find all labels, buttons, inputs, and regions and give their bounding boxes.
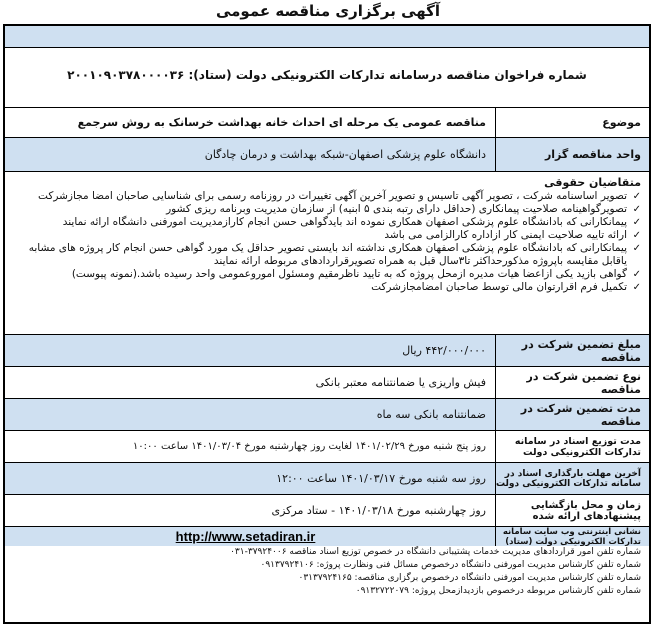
organizer-label: واحد مناقصه گزار <box>495 138 649 171</box>
subject-row <box>5 108 649 138</box>
distribution-label: مدت توزیع اسناد در سامانه تدارکات الکترونیکی دولت <box>495 431 649 462</box>
tender-number: شماره فراخوان مناقصه درسامانه تدارکات الکترونیکی دولت (ستاد): ۲۰۰۱۰۹۰۳۷۸۰۰۰۰۳۶ <box>67 68 587 82</box>
guarantee-type-row <box>5 367 649 399</box>
contact-line: شماره تلفن کارشناس مربوطه درخصوص بازدیدازمحل پروژه: ۰۹۱۳۲۷۲۲۰۷۹ <box>355 586 641 596</box>
contacts-section <box>5 546 649 622</box>
check-icon: ✓ <box>632 230 641 241</box>
opening-value: روز چهارشنبه مورخ ۱۴۰۱/۰۳/۱۸ - ستاد مرکزی <box>271 504 486 517</box>
distribution-row <box>5 431 649 463</box>
top-band <box>5 26 649 48</box>
check-icon: ✓ <box>632 191 641 202</box>
list-item: ✓ پیمانکارانی که بادانشگاه علوم پزشکی اصفهان همکاری نداشته اند بایستی تصویر حداقل یک مورد گواهی حسن انجام کار پروژه های مشابه یاقابل مقایسه باپروژه مذکورحداکثر تا۳سال قبل به همراه تصویرقراردادهای مربوطه ارائه نمایند <box>28 242 641 267</box>
guarantee-duration-row <box>5 399 649 431</box>
list-item: ✓ تصویرگواهینامه صلاحیت پیمانکاری (حداقل دارای رتبه بندی ۵ ابنیه) از سازمان مدیریت وبرنامه ریزی کشور <box>166 203 641 215</box>
list-item: ✓ تکمیل فرم اقرارتوان مالی توسط صاحبان امضامجازشرکت <box>371 281 641 293</box>
check-icon: ✓ <box>632 269 641 280</box>
distribution-value: روز پنج شنبه مورخ ۱۴۰۱/۰۲/۲۹ لغایت روز چهارشنبه مورخ ۱۴۰۱/۰۳/۰۴ ساعت ۱۰:۰۰ <box>132 441 486 452</box>
deadline-row <box>5 463 649 495</box>
guarantee-type-value: فیش واریزی یا ضمانتنامه معتبر بانکی <box>315 376 486 389</box>
list-item: ✓ پیمانکارانی که بادانشگاه علوم پزشکی اصفهان همکاری نموده اند بایدگواهی حسن انجام کارازمدیریت امورفنی دانشگاه ارائه نمایند <box>62 216 641 228</box>
guarantee-amount-row <box>5 335 649 367</box>
guarantee-amount-label: مبلغ تضمین شرکت در مناقصه <box>495 335 649 366</box>
contact-line: شماره تلفن کارشناس مدیریت امورفنی دانشگاه درخصوص مسائل فنی ونظارت پروژه: ۰۹۱۳۷۹۲۴۱۰۶ <box>260 560 641 570</box>
list-item: ✓ گواهی بازید یکی ازاعضا هیات مدیره ازمحل پروژه که به تایید ناظرمقیم ومسئول اموروعمومی واحد رسیده باشد.(نمونه پیوست) <box>71 268 641 280</box>
subject-label: موضوع <box>495 108 649 137</box>
check-icon: ✓ <box>632 243 641 254</box>
tender-table <box>3 24 651 624</box>
subject-value: مناقصه عمومی یک مرحله ای احداث خانه بهداشت خرسانک به روش سرجمع <box>77 116 486 129</box>
tender-number-header <box>5 48 649 108</box>
list-item: ✓ ارائه تاییه صلاحیت ایمنی کار ازاداره کارالزامی می باشد <box>384 229 641 241</box>
applicants-section <box>5 172 649 335</box>
contact-line: شماره تلفن امور قراردادهای مدیریت خدمات پشتیبانی دانشگاه در خصوص توزیع اسناد مناقصه ۳۷۹۲۴۰۰۶-۰۳۱ <box>230 547 641 557</box>
check-icon: ✓ <box>632 204 641 215</box>
guarantee-duration-label: مدت تضمین شرکت در مناقصه <box>495 399 649 430</box>
deadline-value: روز سه شنبه مورخ ۱۴۰۱/۰۳/۱۷ ساعت ۱۲:۰۰ <box>276 472 486 485</box>
guarantee-amount-value: ۴۴۲/۰۰۰/۰۰۰ ریال <box>402 344 486 357</box>
website-row <box>5 527 649 547</box>
opening-row <box>5 495 649 527</box>
organizer-value: دانشگاه علوم پزشکی اصفهان-شبکه بهداشت و درمان چادگان <box>204 148 486 161</box>
website-link[interactable]: http://www.setadiran.ir <box>175 529 316 544</box>
opening-label: زمان و محل بازگشایی پیشنهادهای ارائه شده <box>495 495 649 526</box>
guarantee-type-label: نوع تضمین شرکت در مناقصه <box>495 367 649 398</box>
applicants-heading: متقاضیان حقوقی <box>544 176 641 189</box>
page-title: آگهی برگزاری مناقصه عمومی <box>215 2 441 20</box>
contact-line: شماره تلفن کارشناس مدیریت امورفنی دانشگاه درخصوص برگزاری مناقصه: ۰۳۱۳۷۹۲۴۱۶۵ <box>298 573 641 583</box>
deadline-label: آخرین مهلت بارگذاری اسناد در سامانه تدارکات الکترونیکی دولت <box>495 463 649 494</box>
requirements-list <box>11 190 641 294</box>
check-icon: ✓ <box>632 217 641 228</box>
website-label: نشانی اینترنتی وب سایت سامانه تدارکات الکترونیکی دولت (ستاد) <box>495 527 649 546</box>
check-icon: ✓ <box>632 282 641 293</box>
website-cell <box>5 527 494 546</box>
guarantee-duration-value: ضمانتنامه بانکی سه ماه <box>376 408 486 421</box>
list-item: ✓ تصویر اساسنامه شرکت ، تصویر آگهی تاسیس و تصویر آخرین آگهی تغییرات در روزنامه رسمی برای شناسایی صاحبان امضا مجازشرکت <box>38 190 641 202</box>
organizer-row <box>5 138 649 172</box>
